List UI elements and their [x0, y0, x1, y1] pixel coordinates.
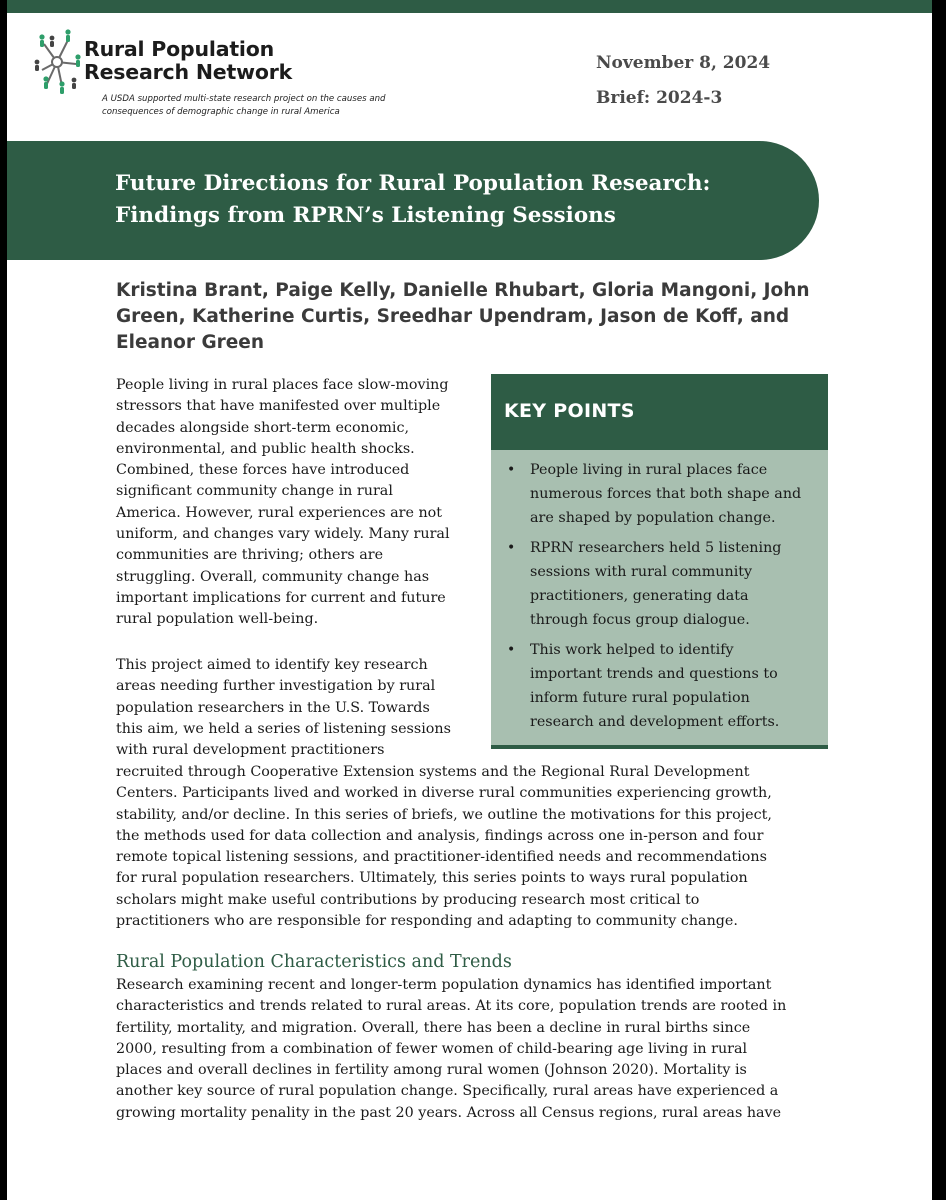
author-line: Green, Katherine Curtis, Sreedhar Upendram, Jason de Koff, and: [116, 306, 790, 327]
title-line: Future Directions for Rural Population Research:: [115, 171, 711, 196]
section-heading: Rural Population Characteristics and Trends: [116, 952, 512, 972]
text-line: important implications for current and future: [116, 589, 446, 606]
text-line: significant community change in rural: [116, 483, 393, 500]
section-paragraph: [116, 975, 846, 1124]
text-line: practitioners who are responsible for responding and adapting to community change.: [116, 913, 738, 930]
text-line: RPRN researchers held 5 listening: [530, 540, 782, 556]
bullet-icon: •: [507, 540, 516, 556]
org-tagline: [102, 93, 432, 119]
text-line: numerous forces that both shape and: [530, 486, 802, 502]
key-points-header: [491, 374, 828, 450]
intro-paragraph-1: [116, 375, 476, 631]
author-line: Kristina Brant, Paige Kelly, Danielle Rhubart, Gloria Mangoni, John: [116, 280, 810, 301]
text-line: sessions with rural community: [530, 564, 753, 580]
author-line: Eleanor Green: [116, 332, 265, 353]
tagline-line: consequences of demographic change in rural America: [102, 107, 340, 117]
text-line: through focus group dialogue.: [530, 612, 750, 628]
text-line: another key source of rural population change. Specifically, rural areas have experienced a: [116, 1083, 779, 1100]
text-line: remote topical listening sessions, and practitioner-identified needs and recommendations: [116, 849, 767, 866]
text-line: population researchers in the U.S. Towards: [116, 699, 430, 716]
bullet-icon: •: [507, 462, 516, 478]
org-name: [84, 38, 292, 84]
brief-page: [7, 0, 932, 1200]
text-line: People living in rural places face slow-moving: [116, 377, 449, 393]
text-line: this aim, we held a series of listening sessions: [116, 720, 451, 737]
text-line: recruited through Cooperative Extension systems and the Regional Rural Development: [116, 764, 750, 780]
text-line: with rural development practitioners: [116, 742, 385, 759]
bullet-icon: •: [507, 642, 516, 658]
key-points-title: KEY POINTS: [504, 400, 635, 422]
title-line: Findings from RPRN’s Listening Sessions: [115, 203, 616, 228]
text-line: practitioners, generating data: [530, 588, 749, 604]
text-line: People living in rural places face: [530, 462, 768, 478]
text-line: America. However, rural experiences are not: [116, 504, 443, 521]
brief-number: Brief: 2024-3: [596, 88, 723, 108]
text-line: areas needing further investigation by rural: [116, 678, 436, 695]
intro-paragraph-2: [116, 655, 476, 761]
text-line: uniform, and changes vary widely. Many rural: [116, 526, 450, 543]
key-points-box: [491, 374, 828, 749]
text-line: environmental, and public health shocks.: [116, 440, 415, 457]
text-line: rural population well-being.: [116, 611, 319, 628]
text-line: This work helped to identify: [530, 642, 734, 658]
text-line: inform future rural population: [530, 690, 750, 706]
text-line: Combined, these forces have introduced: [116, 462, 410, 479]
key-points-list: [491, 458, 828, 740]
text-line: decades alongside short-term economic,: [116, 419, 410, 436]
text-line: scholars might make useful contributions by producing research most critical to: [116, 891, 700, 908]
text-line: the methods used for data collection and analysis, findings across one in-person and four: [116, 827, 764, 844]
text-line: characteristics and trends related to rural areas. At its core, population trends are rooted in: [116, 998, 787, 1015]
text-line: struggling. Overall, community change has: [116, 568, 430, 585]
text-line: Research examining recent and longer-term population dynamics has identified important: [116, 977, 772, 993]
text-line: important trends and questions to: [530, 666, 778, 682]
key-point-item: [491, 638, 828, 734]
text-line: stressors that have manifested over multiple: [116, 398, 441, 415]
text-line: Centers. Participants lived and worked in diverse rural communities experiencing growth,: [116, 785, 772, 802]
text-line: fertility, mortality, and migration. Overall, there has been a decline in rural births since: [116, 1019, 751, 1036]
org-name-line: Research Network: [84, 60, 293, 84]
text-line: places and overall declines in fertility among rural women (Johnson 2020). Mortality is: [116, 1062, 747, 1079]
text-line: communities are thriving; others are: [116, 547, 384, 564]
author-list: [116, 278, 856, 356]
tagline-line: A USDA supported multi-state research project on the causes and: [102, 94, 386, 104]
text-line: for rural population researchers. Ultimately, this series points to ways rural population: [116, 870, 748, 887]
text-line: 2000, resulting from a combination of fewer women of child-bearing age living in rural: [116, 1040, 748, 1057]
page-title: [115, 168, 795, 232]
text-line: This project aimed to identify key research: [116, 657, 428, 673]
text-line: are shaped by population change.: [530, 510, 776, 526]
text-line: research and development efforts.: [530, 714, 780, 730]
key-point-item: [491, 536, 828, 632]
intro-paragraph-2-continued: [116, 762, 836, 932]
org-name-line: Rural Population: [84, 37, 275, 61]
top-accent-bar: [7, 0, 932, 13]
text-line: growing mortality penality in the past 20 years. Across all Census regions, rural areas have: [116, 1104, 782, 1121]
publication-date: November 8, 2024: [596, 53, 771, 73]
network-people-icon: [32, 24, 82, 100]
key-point-item: [491, 458, 828, 530]
text-line: stability, and/or decline. In this series of briefs, we outline the motivations for this project,: [116, 806, 772, 823]
